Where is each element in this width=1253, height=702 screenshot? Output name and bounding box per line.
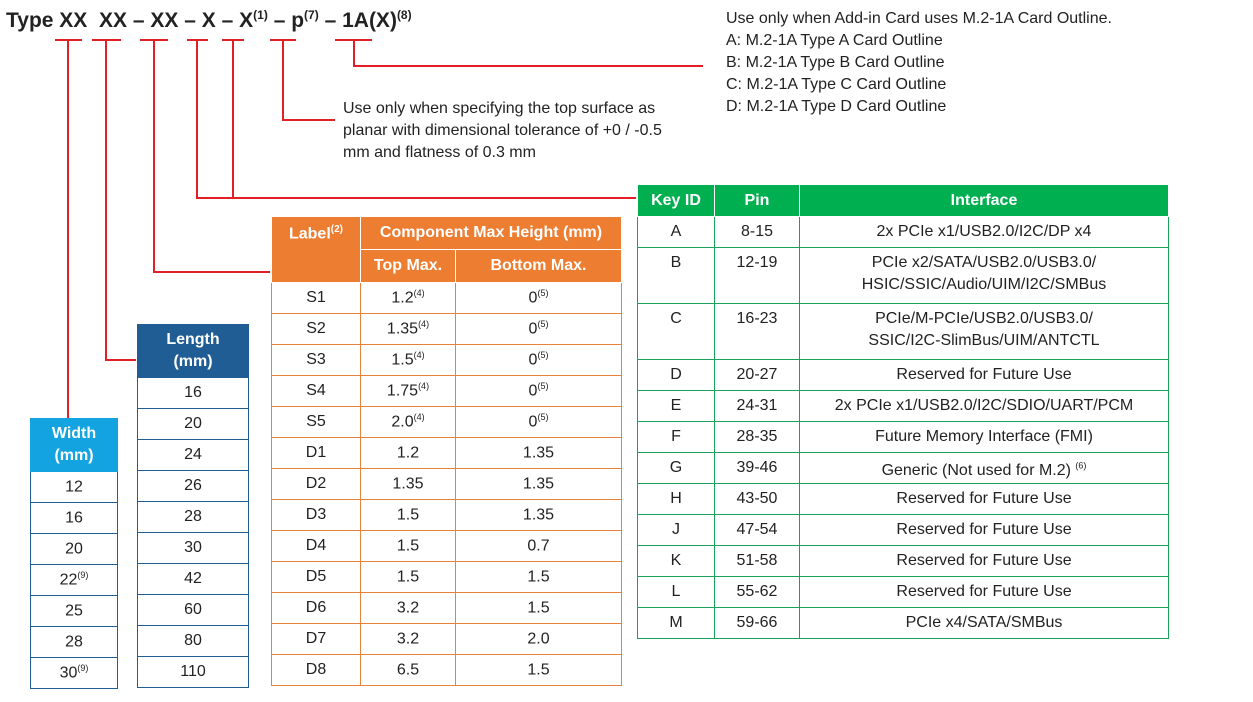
- label-header: [272, 217, 361, 283]
- bottom-max-cell: [456, 624, 622, 655]
- table-row: [638, 608, 1169, 639]
- table-row: [138, 595, 249, 626]
- width-value: 28: [65, 633, 83, 651]
- bottom-max-footnote: (5): [537, 350, 549, 361]
- bottom-max-value: 0: [528, 289, 538, 307]
- top-max-footnote: (4): [413, 350, 425, 361]
- label-cell: S5: [272, 407, 361, 438]
- title-dash: –: [221, 9, 234, 32]
- label-cell: D4: [272, 531, 361, 562]
- bottom-max-cell: [456, 500, 622, 531]
- interface-with-footnote: [882, 462, 1087, 479]
- title-planar: p: [291, 9, 305, 32]
- table-row: [138, 378, 249, 409]
- top-max-value: 1.35: [386, 320, 419, 338]
- label-cell: S3: [272, 345, 361, 376]
- interface-cell: [800, 217, 1169, 248]
- title-component-label: XX: [150, 9, 179, 32]
- title-type-width: Type XX: [6, 9, 88, 32]
- length-cell: 20: [138, 409, 249, 440]
- label-cell: S2: [272, 314, 361, 345]
- leader-planar: [283, 40, 335, 120]
- top-max-footnote: (4): [418, 319, 430, 330]
- length-cell: 60: [138, 595, 249, 626]
- interface-line: HSIC/SSIC/Audio/UIM/I2C/SMBus: [861, 276, 1107, 293]
- title-dash: –: [273, 9, 286, 32]
- note-line: C: M.2-1A Type C Card Outline: [726, 76, 947, 93]
- bottom-max-value: 0: [528, 413, 538, 431]
- length-header: [138, 325, 249, 378]
- table-row: [31, 503, 118, 534]
- label-cell: S4: [272, 376, 361, 407]
- width-cell: [31, 472, 118, 503]
- bottom-max-footnote: (5): [537, 412, 549, 423]
- width-value: 16: [65, 509, 83, 527]
- table-row: [138, 440, 249, 471]
- width-cell: [31, 503, 118, 534]
- length-cell: 16: [138, 378, 249, 409]
- interface-cell: [800, 304, 1169, 360]
- table-row: [638, 453, 1169, 484]
- top-max-value: 1.5: [396, 568, 420, 586]
- key-id-cell: C: [638, 304, 715, 360]
- interface-line: PCIe x2/SATA/USB2.0/USB3.0/: [871, 254, 1097, 271]
- bottom-max-value: 0: [528, 382, 538, 400]
- title-dash: –: [184, 9, 196, 32]
- key-id-cell: B: [638, 248, 715, 304]
- leader-component: [154, 40, 270, 272]
- pin-cell: 24-31: [715, 391, 800, 422]
- bottom-max-cell: [456, 345, 622, 376]
- top-max-footnote: (4): [413, 412, 425, 423]
- label-cell: D2: [272, 469, 361, 500]
- table-row: [272, 283, 622, 314]
- label-cell: D6: [272, 593, 361, 624]
- interface-line: Generic (Not used for M.2): [881, 461, 1071, 479]
- interface-cell: [800, 515, 1169, 546]
- label-cell: S1: [272, 283, 361, 314]
- table-row: [638, 217, 1169, 248]
- leader-outline: [354, 40, 703, 66]
- bottom-max-value: 1.35: [522, 475, 555, 493]
- key-id-cell: M: [638, 608, 715, 639]
- top-max-header: Top Max.: [361, 250, 456, 283]
- table-row: [638, 248, 1169, 304]
- bottom-max-cell: [456, 655, 622, 686]
- planar-note: [343, 98, 662, 164]
- bottom-max-footnote: (5): [537, 319, 549, 330]
- title-footnote: (1): [253, 8, 268, 22]
- top-max-cell: [361, 376, 456, 407]
- pin-cell: 28-35: [715, 422, 800, 453]
- table-row: [138, 409, 249, 440]
- length-cell: 28: [138, 502, 249, 533]
- bottom-max-footnote: (5): [537, 381, 549, 392]
- length-table-wrap: [137, 324, 249, 688]
- top-max-value: 6.5: [396, 661, 420, 679]
- bottom-max-value: 1.5: [527, 568, 550, 586]
- table-row: [138, 471, 249, 502]
- bottom-max-value: 0: [528, 351, 538, 369]
- top-max-footnote: (4): [413, 288, 425, 299]
- top-max-value: 1.75: [386, 382, 419, 400]
- length-header-line: Length: [166, 331, 220, 348]
- bottom-max-cell: [456, 407, 622, 438]
- table-row: [272, 345, 622, 376]
- table-row: [638, 422, 1169, 453]
- interface-line: Reserved for Future Use: [896, 366, 1072, 383]
- pin-cell: 8-15: [715, 217, 800, 248]
- bottom-max-cell: [456, 376, 622, 407]
- label-cell: D3: [272, 500, 361, 531]
- title-key-1: X: [201, 9, 216, 32]
- width-value: 12: [65, 478, 83, 496]
- title-length: XX: [98, 9, 127, 32]
- bottom-max-value: 1.35: [522, 506, 555, 524]
- interface-cell: [800, 422, 1169, 453]
- top-max-value: 1.35: [392, 475, 424, 493]
- top-max-value: 1.2: [391, 289, 414, 307]
- table-row: [31, 658, 118, 689]
- table-row: [272, 314, 622, 345]
- top-max-value: 1.5: [391, 351, 414, 369]
- interface-cell: [800, 577, 1169, 608]
- table-row: [272, 469, 622, 500]
- key-id-header: Key ID: [638, 185, 715, 217]
- bottom-max-value: 1.5: [527, 661, 550, 679]
- width-footnote: (9): [77, 570, 89, 581]
- bottom-max-cell: [456, 469, 622, 500]
- bottom-max-cell: [456, 593, 622, 624]
- bottom-max-value: 2.0: [527, 630, 550, 648]
- pin-cell: 55-62: [715, 577, 800, 608]
- table-row: [272, 407, 622, 438]
- bottom-max-cell: [456, 314, 622, 345]
- interface-cell: [800, 546, 1169, 577]
- key-id-cell: A: [638, 217, 715, 248]
- pin-cell: 16-23: [715, 304, 800, 360]
- interface-cell: [800, 360, 1169, 391]
- key-id-cell: E: [638, 391, 715, 422]
- width-value: 30: [59, 664, 78, 682]
- top-max-value: 3.2: [396, 599, 420, 617]
- key-table-wrap: [637, 184, 1169, 639]
- table-row: [272, 562, 622, 593]
- table-row: [638, 304, 1169, 360]
- top-max-cell: [361, 283, 456, 314]
- bottom-max-header: Bottom Max.: [456, 250, 622, 283]
- title-card-outline: 1A(X): [342, 9, 397, 32]
- top-max-value: 1.2: [396, 444, 420, 462]
- width-cell: [31, 596, 118, 627]
- component-table: [271, 216, 622, 686]
- table-row: [31, 472, 118, 503]
- note-line: B: M.2-1A Type B Card Outline: [726, 54, 945, 71]
- top-max-cell: [361, 624, 456, 655]
- top-max-cell: [361, 469, 456, 500]
- top-max-value: 3.2: [396, 630, 420, 648]
- pin-cell: 51-58: [715, 546, 800, 577]
- width-header-line: Width: [51, 425, 97, 442]
- width-table: [30, 418, 118, 689]
- width-value: 25: [65, 602, 83, 620]
- label-cell: D1: [272, 438, 361, 469]
- interface-cell: [800, 453, 1169, 484]
- label-header-text: Label: [288, 225, 331, 243]
- top-max-cell: [361, 407, 456, 438]
- interface-cell: [800, 608, 1169, 639]
- title-dash: –: [324, 9, 337, 32]
- table-row: [638, 515, 1169, 546]
- table-row: [272, 531, 622, 562]
- interface-line: PCIe x4/SATA/SMBus: [905, 614, 1063, 631]
- card-outline-note: [726, 8, 1112, 118]
- length-cell: 30: [138, 533, 249, 564]
- title-footnote: (8): [396, 8, 412, 22]
- pin-cell: 20-27: [715, 360, 800, 391]
- table-row: [138, 533, 249, 564]
- key-id-cell: K: [638, 546, 715, 577]
- interface-cell: [800, 248, 1169, 304]
- table-row: [138, 564, 249, 595]
- table-row: [272, 593, 622, 624]
- bottom-max-value: 0.7: [527, 537, 550, 555]
- table-row: [272, 624, 622, 655]
- pin-cell: 12-19: [715, 248, 800, 304]
- table-row: [272, 500, 622, 531]
- interface-line: 2x PCIe x1/USB2.0/I2C/SDIO/UART/PCM: [834, 397, 1134, 414]
- pin-header: Pin: [715, 185, 800, 217]
- top-max-value: 1.5: [396, 537, 420, 555]
- table-row: [638, 546, 1169, 577]
- key-id-cell: J: [638, 515, 715, 546]
- interface-line: Reserved for Future Use: [896, 490, 1072, 507]
- interface-line: Reserved for Future Use: [896, 583, 1072, 600]
- top-max-value: 1.5: [396, 506, 420, 524]
- interface-cell: [800, 484, 1169, 515]
- top-max-cell: [361, 531, 456, 562]
- note-line: D: M.2-1A Type D Card Outline: [726, 98, 947, 115]
- title-dash: –: [132, 9, 145, 32]
- interface-line: SSIC/I2C-SlimBus/UIM/ANTCTL: [868, 332, 1100, 349]
- interface-header: Interface: [800, 185, 1169, 217]
- width-cell: [31, 658, 118, 689]
- interface-line: 2x PCIe x1/USB2.0/I2C/DP x4: [876, 223, 1092, 240]
- pin-cell: 59-66: [715, 608, 800, 639]
- top-max-cell: [361, 593, 456, 624]
- table-row: [138, 502, 249, 533]
- leader-length: [106, 40, 136, 360]
- bottom-max-value: 0: [528, 320, 538, 338]
- interface-line: PCIe/M-PCIe/USB2.0/USB3.0/: [875, 310, 1093, 327]
- pin-cell: 47-54: [715, 515, 800, 546]
- length-cell: 26: [138, 471, 249, 502]
- table-row: [272, 438, 622, 469]
- top-max-footnote: (4): [418, 381, 430, 392]
- length-cell: 80: [138, 626, 249, 657]
- width-table-wrap: [30, 418, 118, 689]
- table-row: [638, 577, 1169, 608]
- width-header-line: (mm): [54, 447, 94, 464]
- interface-footnote: (6): [1075, 460, 1087, 471]
- top-max-cell: [361, 562, 456, 593]
- width-value: 22: [59, 571, 78, 589]
- length-header-line: (mm): [173, 353, 213, 370]
- label-cell: D5: [272, 562, 361, 593]
- bottom-max-footnote: (5): [537, 288, 549, 299]
- width-header: [31, 419, 118, 472]
- interface-line: Reserved for Future Use: [896, 552, 1072, 569]
- component-group-header: Component Max Height (mm): [361, 217, 622, 250]
- note-line: mm and flatness of 0.3 mm: [343, 144, 536, 161]
- note-line: Use only when Add-in Card uses M.2-1A Card Outline.: [726, 10, 1112, 27]
- width-cell: [31, 565, 118, 596]
- table-row: [31, 565, 118, 596]
- width-cell: [31, 627, 118, 658]
- length-cell: 42: [138, 564, 249, 595]
- key-id-cell: G: [638, 453, 715, 484]
- top-max-value: 2.0: [391, 413, 414, 431]
- key-table: [637, 184, 1169, 639]
- interface-line: Future Memory Interface (FMI): [875, 428, 1093, 445]
- bottom-max-cell: [456, 283, 622, 314]
- table-row: [638, 391, 1169, 422]
- table-row: [138, 626, 249, 657]
- bottom-max-cell: [456, 531, 622, 562]
- width-footnote: (9): [77, 663, 89, 674]
- note-line: A: M.2-1A Type A Card Outline: [726, 32, 943, 49]
- length-cell: 110: [138, 657, 249, 688]
- length-cell: 24: [138, 440, 249, 471]
- pin-cell: 43-50: [715, 484, 800, 515]
- title-key-2: X: [239, 9, 254, 32]
- top-max-cell: [361, 655, 456, 686]
- table-row: [138, 657, 249, 688]
- bottom-max-cell: [456, 562, 622, 593]
- table-row: [31, 596, 118, 627]
- label-cell: D8: [272, 655, 361, 686]
- table-row: [638, 360, 1169, 391]
- table-row: [31, 534, 118, 565]
- pin-cell: 39-46: [715, 453, 800, 484]
- top-max-cell: [361, 500, 456, 531]
- note-line: planar with dimensional tolerance of +0 / -0.5: [343, 122, 662, 139]
- interface-line: Reserved for Future Use: [896, 521, 1072, 538]
- key-id-cell: L: [638, 577, 715, 608]
- key-id-cell: D: [638, 360, 715, 391]
- bottom-max-value: 1.5: [527, 599, 550, 617]
- title-footnote: (7): [304, 8, 319, 22]
- note-line: Use only when specifying the top surface as: [343, 100, 656, 117]
- table-row: [31, 627, 118, 658]
- bottom-max-value: 1.35: [522, 444, 555, 462]
- key-id-cell: H: [638, 484, 715, 515]
- label-cell: D7: [272, 624, 361, 655]
- width-value: 20: [65, 540, 83, 558]
- top-max-cell: [361, 345, 456, 376]
- table-row: [272, 655, 622, 686]
- bottom-max-cell: [456, 438, 622, 469]
- component-table-wrap: [271, 216, 622, 686]
- top-max-cell: [361, 314, 456, 345]
- label-header-sup: (2): [330, 224, 344, 235]
- length-table: [137, 324, 249, 688]
- table-row: [272, 376, 622, 407]
- top-max-cell: [361, 438, 456, 469]
- interface-cell: [800, 391, 1169, 422]
- table-row: [638, 484, 1169, 515]
- key-id-cell: F: [638, 422, 715, 453]
- width-cell: [31, 534, 118, 565]
